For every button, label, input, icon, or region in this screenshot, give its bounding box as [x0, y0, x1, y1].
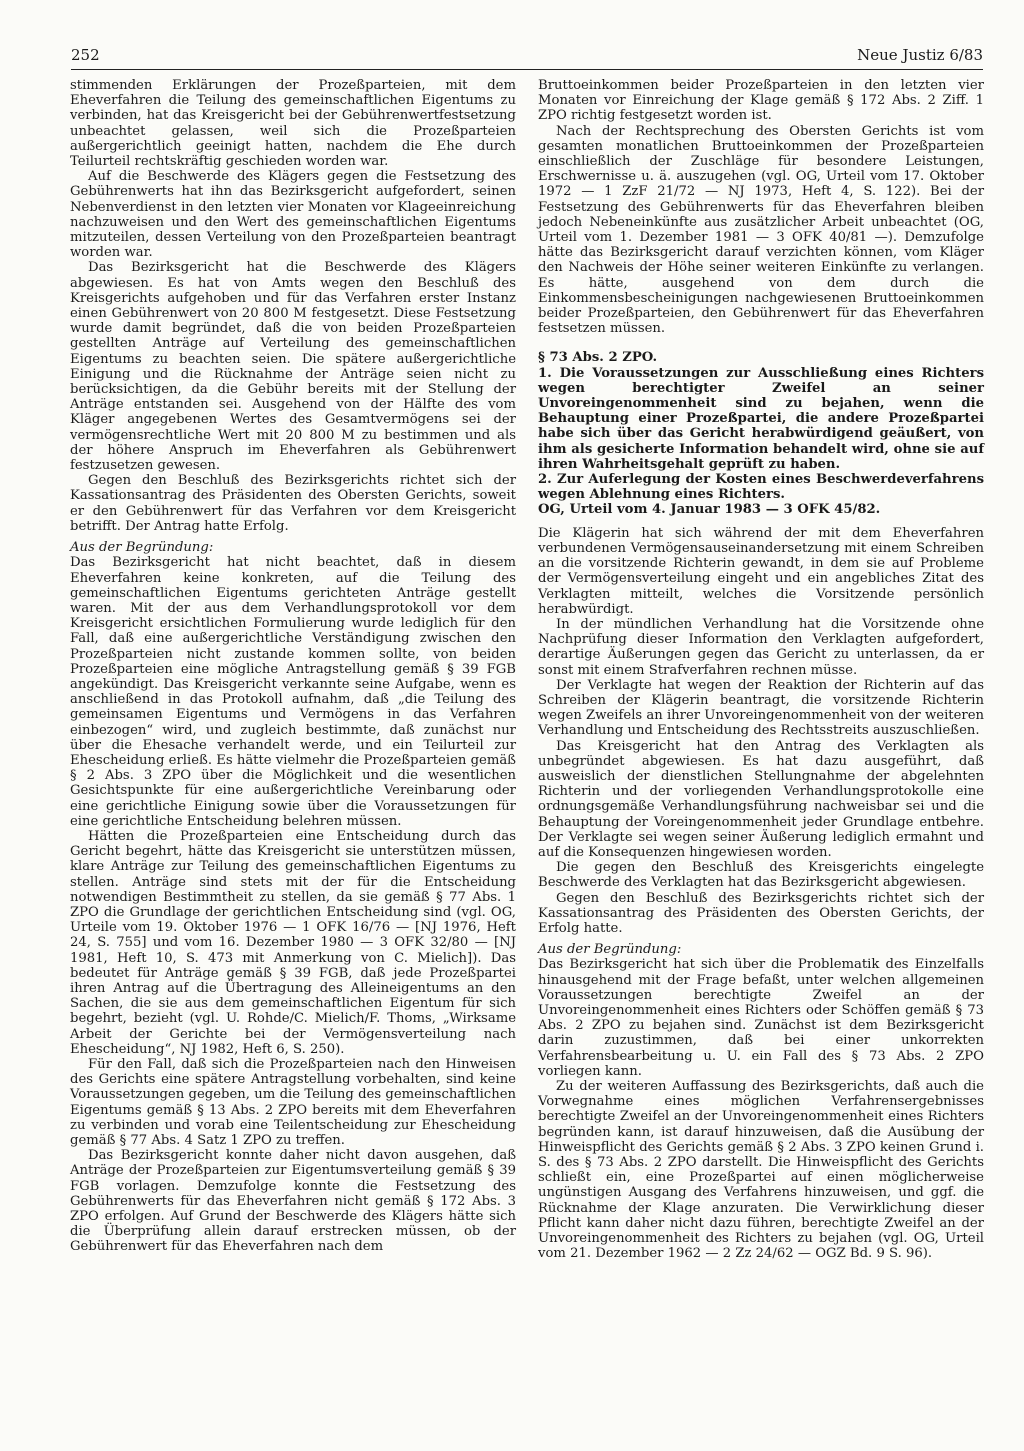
paragraph: Das Bezirksgericht hat die Beschwerde des Klägers abgewiesen. Es hat von Amts wegen den Beschluß des Kreisgerichts aufgehoben und für das Verfahren erster Instanz einen Gebührenwert von 20 800 M festgesetzt. Diese Festsetzung wurde damit begründet, daß die von beiden Prozeßparteien gestellten Anträge auf Verteilung des gemeinschaftlichen Eigentums zu beachten seien. Die spätere außergerichtliche Einigung und die Rücknahme der Anträge seien nicht zu berücksichtigen, da die Gebühr bereits mit der Stellung der Anträge entstanden sei. Ausgehend von der Hälfte des vom Kläger angegebenen Wertes des Gesamtvermögens sei der vermögensrechtliche Wert mit 20 800 M zu bestimmen und als der höhere Anspruch im Eheverfahren als Gebührenwert festzusetzen gewesen. [70, 260, 516, 474]
section-heading: Aus der Begründung: [538, 942, 682, 958]
paragraph: Bruttoeinkommen beider Prozeßparteien in den letzten vier Monaten vor Einreichung der Klage gemäß § 172 Abs. 2 Ziff. 1 ZPO richtig festgesetzt worden ist. [538, 78, 984, 124]
paragraph: Der Verklagte hat wegen der Reaktion der Richterin auf das Schreiben der Klägerin beantragt, die vorsitzende Richterin wegen Zweifels an ihrer Unvoreingenommenheit von der weiteren Verhandlung und Entscheidung des Rechtsstreits auszuschließen. [538, 677, 984, 739]
paragraph: In der mündlichen Verhandlung hat die Vorsitzende ohne Nachprüfung dieser Information den Verklagten aufgefordert, derartige Äußerungen gegen das Gericht zu unterlassen, da er sonst mit einem Strafverfahren rechnen müsse. [538, 616, 984, 678]
paragraph: Das Bezirksgericht konnte daher nicht davon ausgehen, daß Anträge der Prozeßparteien zur Eigentumsverteilung gemäß § 39 FGB vorlagen. Demzufolge konnte die Festsetzung des Gebührenwerts für das Eheverfahren nicht gemäß § 172 Abs. 3 ZPO erfolgen. Auf Grund der Beschwerde des Klägers hätte sich die Überprüfung allein darauf erstrecken müssen, ob der Gebührenwert für das Eheverfahren nach dem [70, 1148, 516, 1255]
paragraph: Gegen den Beschluß des Bezirksgerichts richtet sich der Kassationsantrag des Präsidenten des Obersten Gerichts, der Erfolg hatte. [538, 890, 984, 936]
page-number: 252 [71, 46, 100, 64]
paragraph: Das Bezirksgericht hat sich über die Problematik des Einzelfalls hinausgehend mit der Frage befaßt, unter welchen allgemeinen Voraussetzungen berechtigte Zweifel an der Unvoreingenommenheit eines Richters oder Schöffen gemäß § 73 Abs. 2 ZPO zu bejahen sind. Zunächst ist dem Bezirksgericht darin zuzustimmen, daß bei einer unkorrekten Verfahrensbearbeitung u. U. ein Fall des § 73 Abs. 2 ZPO vorliegen kann. [538, 957, 984, 1079]
paragraph: stimmenden Erklärungen der Prozeßparteien, mit dem Eheverfahren die Teilung des gemeinschaftlichen Eigentums zu verbinden, hat das Kreisgericht bei der Gebührenwertfestsetzung unbeachtet gelassen, weil sich die Prozeßparteien außergerichtlich geeinigt hatten, nachdem die Ehe durch Teilurteil rechtskräftig geschieden worden war. [70, 78, 516, 170]
paragraph: Für den Fall, daß sich die Prozeßparteien nach den Hinweisen des Gerichts eine spätere Antragstellung vorbehalten, sind keine Voraussetzungen gegeben, um die Teilung des gemeinschaftlichen Eigentums gemäß § 13 Abs. 2 ZPO bereits mit dem Eheverfahren zu verbinden und vorab eine Teilentscheidung zur Ehescheidung gemäß § 77 Abs. 4 Satz 1 ZPO zu treffen. [70, 1057, 516, 1149]
paragraph: Die gegen den Beschluß des Kreisgerichts eingelegte Beschwerde des Verklagten hat das Bezirksgericht abgewiesen. [538, 860, 984, 891]
header-rule [71, 69, 983, 70]
paragraph: Das Bezirksgericht hat nicht beachtet, daß in diesem Eheverfahren keine konkreten, auf die Teilung des gemeinschaftlichen Eigentums gerichteten Anträge gestellt waren. Mit der aus dem Verhandlungsprotokoll vor dem Kreisgericht ersichtlichen Formulierung wurde lediglich für den Fall, daß eine außergerichtliche Verständigung zwischen den Prozeßparteien nicht zustande kommen sollte, von beiden Prozeßparteien eine mögliche Antragstellung gemäß § 39 FGB angekündigt. Das Kreisgericht verkannte seine Aufgabe, wenn es anschließend in das Protokoll aufnahm, daß „die Teilung des gemeinsamen Eigentums und Vermögens in das Verfahren einbezogen“ wird, und zugleich bestimmte, daß zunächst nur über die Ehesache verhandelt werde, und ein Teilurteil zur Ehescheidung erließ. Es hätte vielmehr die Prozeßparteien gemäß § 2 Abs. 3 ZPO über die Möglichkeit und die wesentlichen Gesichtspunkte für eine außergerichtliche Vereinbarung oder eine gerichtliche Einigung sowie über die Voraussetzungen für eine gerichtliche Entscheidung belehren müssen. [70, 555, 516, 829]
paragraph: Nach der Rechtsprechung des Obersten Gerichts ist vom gesamten monatlichen Bruttoeinkommen der Prozeßparteien einschließlich der Zuschläge für besondere Leistungen, Erschwernisse u. ä. auszugehen (vgl. OG, Urteil vom 17. Oktober 1972 — 1 ZzF 21/72 — NJ 1973, Heft 4, S. 122). Bei der Festsetzung des Gebührenwerts für das Eheverfahren bleiben jedoch Nebeneinkünfte aus zusätzlicher Arbeit unbeachtet (OG, Urteil vom 1. Dezember 1981 — 3 OFK 40/81 —). Demzufolge hätte das Bezirksgericht darauf verzichten können, vom Kläger den Nachweis der Höhe seiner weiteren Einkünfte zu verlangen. Es hätte, ausgehend von dem durch die Einkommensbescheinigungen nachgewiesenen Bruttoeinkommen beider Prozeßparteien, den Gebührenwert für das Eheverfahren festsetzen müssen. [538, 123, 984, 337]
law-reference: § 73 Abs. 2 ZPO. [538, 350, 658, 366]
left-column [70, 78, 516, 1255]
court-citation: OG, Urteil vom 4. Januar 1983 — 3 OFK 45/82. [538, 502, 881, 518]
paragraph: Zu der weiteren Auffassung des Bezirksgerichts, daß auch die Vorwegnahme eines möglichen Verfahrensergebnisses berechtigte Zweifel an der Unvoreingenommenheit eines Richters begründen kann, ist darauf hinzuweisen, daß die Ausübung der Hinweispflicht des Gerichts gemäß § 2 Abs. 3 ZPO keinen Grund i. S. des § 73 Abs. 2 ZPO darstellt. Die Hinweispflicht des Gerichts schließt ein, eine Prozeßpartei auf einen möglicherweise ungünstigen Ausgang des Verfahrens hinzuweisen, und ggf. die Rücknahme der Klage anzuraten. Die Verwirklichung dieser Pflicht kann daher nicht dazu führen, berechtigte Zweifel an der Unvoreingenommenheit des Richters zu bejahen (vgl. OG, Urteil vom 21. Dezember 1962 — 2 Zz 24/62 — OGZ Bd. 9 S. 96). [538, 1079, 984, 1262]
paragraph: Die Klägerin hat sich während der mit dem Eheverfahren verbundenen Vermögensauseinandersetzung mit einem Schreiben an die vorsitzende Richterin gewandt, in dem sie auf Probleme der Vermögensverteilung eingeht und ein angebliches Zitat des Verklagten mitteilt, welches die Vorsitzende persönlich herabwürdigt. [538, 525, 984, 617]
paragraph: Hätten die Prozeßparteien eine Entscheidung durch das Gericht begehrt, hätte das Kreisgericht sie unterstützen müssen, klare Anträge zur Teilung des gemeinschaftlichen Eigentums zu stellen. Anträge sind stets mit der für die Entscheidung notwendigen Bestimmtheit zu stellen, da sie gemäß § 77 Abs. 1 ZPO die Grundlage der gerichtlichen Entscheidung sind (vgl. OG, Urteile vom 19. Oktober 1976 — 1 OFK 16/76 — [NJ 1976, Heft 24, S. 755] und vom 16. Dezember 1980 — 3 OFK 32/80 — [NJ 1981, Heft 10, S. 473 mit Anmerkung von C. Mielich]). Das bedeutet für Anträge gemäß § 39 FGB, daß jede Prozeßpartei ihren Antrag auf die Übertragung des Alleineigentums an den Sachen, die sie aus dem gemeinschaftlichen Eigentum für sich begehrt, bezieht (vgl. U. Rohde/C. Mielich/F. Thoms, „Wirksame Arbeit der Gerichte bei der Vermögensverteilung nach Ehescheidung“, NJ 1982, Heft 6, S. 250). [70, 828, 516, 1057]
paragraph: Gegen den Beschluß des Bezirksgerichts richtet sich der Kassationsantrag des Präsidenten des Obersten Gerichts, soweit er den Gebührenwert für das Verfahren vor dem Kreisgericht betrifft. Der Antrag hatte Erfolg. [70, 473, 516, 534]
guiding-principle-1: 1. Die Voraussetzungen zur Ausschließung eines Richters wegen berechtigter Zweifel an seiner Unvoreingenommenheit sind zu bejahen, wenn die Behauptung einer Prozeßpartei, die andere Prozeßpartei habe sich über das Gericht herabwürdigend geäußert, von ihm als gesicherte Information behandelt wird, ohne sie auf ihren Wahrheitsgehalt geprüft zu haben. [538, 365, 984, 472]
guiding-principle-2: 2. Zur Auferlegung der Kosten eines Beschwerdeverfahrens wegen Ablehnung eines Richters. [538, 472, 984, 503]
journal-title: Neue Justiz 6/83 [857, 46, 983, 64]
paragraph: Auf die Beschwerde des Klägers gegen die Festsetzung des Gebührenwerts hat ihn das Bezirksgericht aufgefordert, seinen Nebenverdienst in den letzten vier Monaten vor Klageeinreichung nachzuweisen und den Wert des gemeinschaftlichen Eigentums mitzuteilen, dessen Verteilung von den Prozeßparteien beantragt worden war. [70, 169, 516, 261]
paragraph: Das Kreisgericht hat den Antrag des Verklagten als unbegründet abgewiesen. Es hat dazu ausgeführt, daß ausweislich der dienstlichen Stellungnahme der abgelehnten Richterin und der vorliegenden Verhandlungsprotokolle eine ordnungsgemäße Verhandlungsführung nachweisbar sei und die Behauptung der Voreingenommenheit jeder Grundlage entbehre. Der Verklagte sei wegen seiner Äußerung lediglich ermahnt und auf die Konsequenzen hingewiesen worden. [538, 738, 984, 860]
right-column [538, 78, 984, 1261]
section-heading: Aus der Begründung: [70, 540, 214, 556]
